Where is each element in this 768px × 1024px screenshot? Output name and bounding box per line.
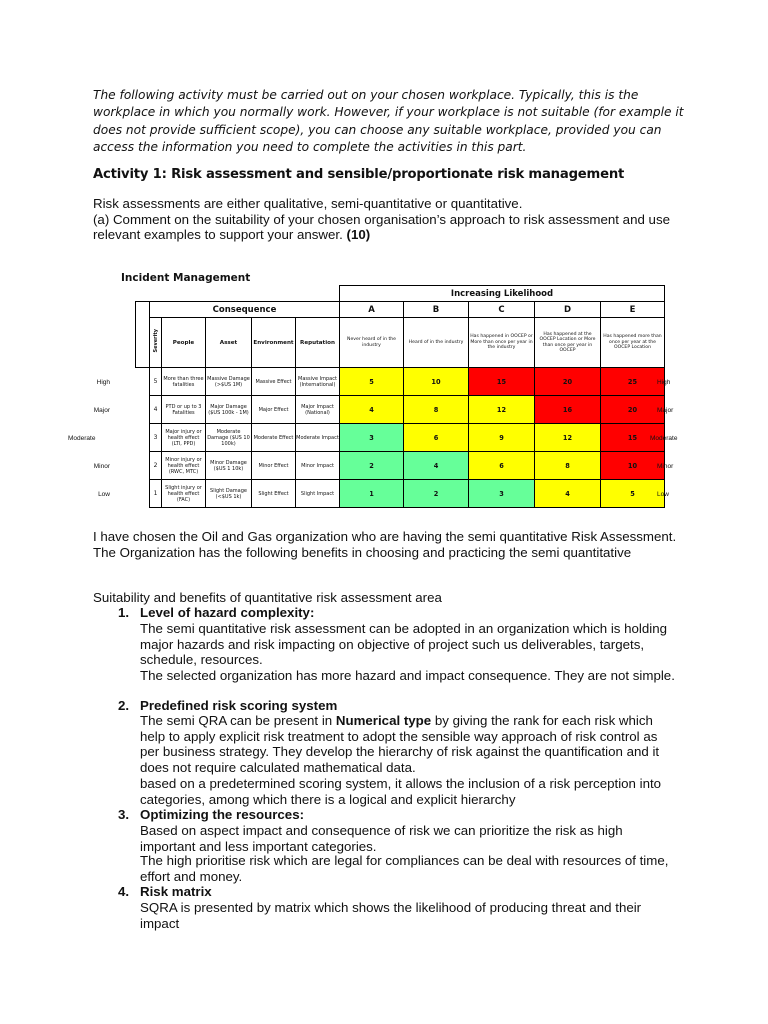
risk-cell: 25 [601,368,665,396]
risk-cell: 6 [404,424,469,452]
question-line-1: Risk assessments are either qualitative, semi-quantitative or quantitative. [93,196,523,211]
question-marks: (10) [346,227,371,243]
asset-cell: Moderate Damage ($US 10 100k) [206,424,252,452]
activity-heading: Activity 1: Risk assessment and sensible/proportionate risk management [93,167,625,182]
reputation-cell: Major Impact (National) [296,396,340,424]
risk-cell: 3 [340,424,404,452]
col-reputation: Reputation [296,318,340,368]
severity-5: 5 [150,368,162,396]
risk-cell: 20 [535,368,601,396]
side-label-left: Major [93,407,110,414]
risk-cell: 4 [535,480,601,508]
environment-cell: Minor Effect [252,452,296,480]
risk-cell: 5 [340,368,404,396]
risk-cell: 2 [340,452,404,480]
suitability-heading: Suitability and benefits of quantitative risk assessment area [93,590,442,605]
intro-paragraph: The following activity must be carried out on your chosen workplace. Typically, this is the workplace in which you normally work. However, if your workplace is not suitable (for example it does not provide sufficient scope), you can choose any suitable workplace, provided you can access the information you need to complete the activities in this part. [93,88,684,155]
question-line-2: (a) Comment on the suitability of your chosen organisation’s approach to risk assessment and use relevant examples to support your answer. (10) [93,211,670,243]
item-number: 4. [118,884,130,899]
likelihood-desc-c: Has happened in OOCEP or More than once per year in the industry [469,318,535,368]
severity-label: Severity [152,328,159,353]
item-3-paragraph-2: The high prioritise risk which are legal for compliances can be deal with resources of time, effort and money. [140,853,669,884]
asset-cell: Minor Damage ($US 1 10k) [206,452,252,480]
item-2-paragraph-2: based on a predetermined scoring system, it allows the inclusion of a risk perception into categories, among which there is a logical and explicit hierarchy [140,776,662,807]
people-cell: Slight injury or health effect (FAC) [162,480,206,508]
likelihood-letter-c: C [469,302,535,318]
asset-cell: Massive Damage (>$US 1M) [206,368,252,396]
reputation-cell: Moderate Impact [296,424,340,452]
environment-cell: Major Effect [252,396,296,424]
risk-cell: 15 [469,368,535,396]
risk-cell: 4 [340,396,404,424]
risk-cell: 20 [601,396,665,424]
asset-cell: Slight Damage (<$US 1k) [206,480,252,508]
likelihood-desc-b: Heard of in the industry [404,318,469,368]
risk-cell: 8 [535,452,601,480]
risk-cell: 15 [601,424,665,452]
people-cell: Minor injury or health effect (RWC, MTC) [162,452,206,480]
likelihood-header: Increasing Likelihood [340,286,665,302]
people-cell: More than three fatalities [162,368,206,396]
item-title: Optimizing the resources: [140,807,305,822]
people-cell: Major injury or health effect (LTI, PPD) [162,424,206,452]
risk-cell: 10 [601,452,665,480]
risk-cell: 6 [469,452,535,480]
item-number: 3. [118,807,130,822]
side-label-right: Major [657,407,674,414]
environment-cell: Massive Effect [252,368,296,396]
reputation-cell: Minor Impact [296,452,340,480]
item-title: Risk matrix [140,884,212,899]
severity-1: 1 [150,480,162,508]
side-label-left: Low [98,491,110,498]
risk-cell: 8 [404,396,469,424]
risk-cell: 2 [404,480,469,508]
likelihood-letter-a: A [340,302,404,318]
risk-cell: 5 [601,480,665,508]
chosen-paragraph: I have chosen the Oil and Gas organization who are having the semi quantitative Risk Assessment. The Organization has the following benefits in choosing and practicing the semi quantitative [93,529,677,560]
severity-4: 4 [150,396,162,424]
risk-cell: 16 [535,396,601,424]
item-1-paragraph-2: The selected organization has more hazard and impact consequence. They are not simple. [140,668,675,683]
environment-cell: Slight Effect [252,480,296,508]
reputation-cell: Massive Impact (International) [296,368,340,396]
risk-cell: 9 [469,424,535,452]
reputation-cell: Slight Impact [296,480,340,508]
item-title: Predefined risk scoring system [140,698,338,713]
col-environment: Environment [252,318,296,368]
likelihood-desc-d: Has happened at the OOCEP Location or More than once per year in OOCEP [535,318,601,368]
risk-cell: 4 [404,452,469,480]
side-label-right: Minor [657,463,674,470]
severity-3: 3 [150,424,162,452]
risk-cell: 12 [469,396,535,424]
col-people: People [162,318,206,368]
side-label-right: Low [657,491,669,498]
consequence-header: Consequence [150,302,340,318]
side-label-left: Minor [93,463,110,470]
side-label-left: Moderate [68,435,96,442]
likelihood-letter-b: B [404,302,469,318]
item-number: 2. [118,698,130,713]
asset-cell: Major Damage ($US 100k - 1M) [206,396,252,424]
environment-cell: Moderate Effect [252,424,296,452]
item-number: 1. [118,605,130,620]
risk-cell: 1 [340,480,404,508]
risk-cell: 12 [535,424,601,452]
severity-2: 2 [150,452,162,480]
item-1-paragraph-1: The semi quantitative risk assessment can be adopted in an organization which is holding major hazards and risk impacting on objective of project such us deliverables, targets, schedule, resources. [140,621,668,668]
likelihood-desc-a: Never heard of in the industry [340,318,404,368]
item-3-paragraph-1: Based on aspect impact and consequence of risk we can prioritize the risk as high important and less important categories. [140,823,623,854]
matrix-title: Incident Management [121,272,251,284]
people-cell: PTD or up to 3 Fatalities [162,396,206,424]
risk-cell: 10 [404,368,469,396]
col-asset: Asset [206,318,252,368]
likelihood-desc-e: Has happened more than once per year at the OOCEP Location [601,318,665,368]
likelihood-letter-d: D [535,302,601,318]
side-label-right: Moderate [650,435,678,442]
risk-matrix-table [135,285,665,508]
likelihood-letter-e: E [601,302,665,318]
item-2-paragraph-1: The semi QRA can be present in Numerical type by giving the rank for each risk which help to apply explicit risk treatment to adopt the sensible way approach of risk control as per business strategy. They develop the hierarchy of risk against the quantification and it does not require calculated mathematical data. [140,713,660,775]
item-title: Level of hazard complexity: [140,605,315,620]
side-label-left: High [96,379,110,386]
question-paragraph [93,196,693,243]
side-label-right: High [657,379,671,386]
risk-cell: 3 [469,480,535,508]
item-4-paragraph-1: SQRA is presented by matrix which shows the likelihood of producing threat and their impact [140,900,642,931]
